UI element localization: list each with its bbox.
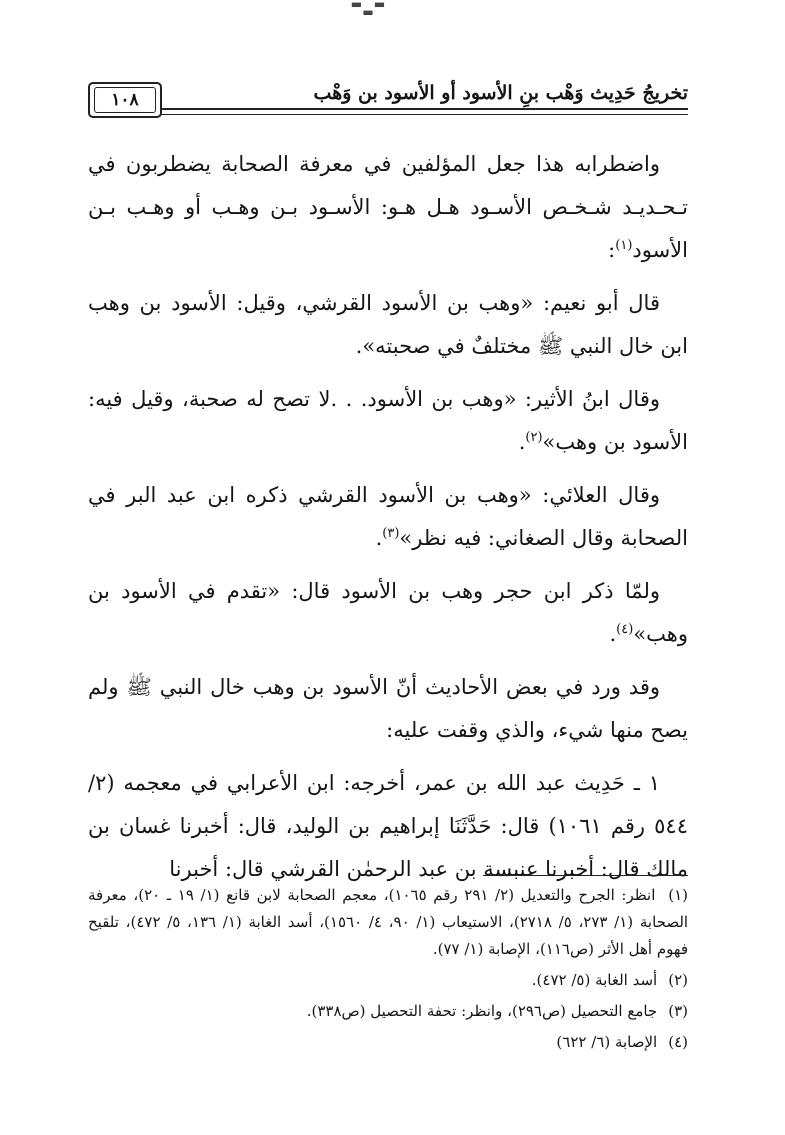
- footnote-number: (٤): [668, 1033, 688, 1051]
- footnote-number: (٢): [668, 971, 688, 989]
- paragraph: وقال العلائي: «وهب بن الأسود القرشي ذكره ابن عبد البر في الصحابة وقال الصغاني: فيه نظر»$^{(٣)}$.: [88, 483, 688, 550]
- header-double-rule: [160, 108, 688, 118]
- running-title: تخريجُ حَدِيث وَهْب بنِ الأسود أو الأسود بن وَهْب: [313, 82, 688, 104]
- paragraph: وقال ابنُ الأثير: «وهب بن الأسود. . .لا تصح له صحبة، وقيل فيه: الأسود بن وهب»$^{(٢)}$.: [88, 387, 688, 454]
- paragraph: ولمّا ذكر ابن حجر وهب بن الأسود قال: «تقدم في الأسود بن وهب»$^{(٤)}$.: [88, 579, 688, 646]
- footnote: (٤) الإصابة (٦/ ٦٢٢): [88, 1029, 688, 1056]
- footnote-number: (٣): [668, 1002, 688, 1020]
- top-edge-marks: ▬ ▬ ▬: [350, 0, 390, 19]
- footnote-ref[interactable]: (٢): [525, 430, 543, 445]
- paragraph: واضطرابه هذا جعل المؤلفين في معرفة الصحابة يضطربون في تـحـديـد شـخـص الأسـود هـل هـو: الأسـود بـن وهـب أو وهـب بـن الأسود$^{(١)}$:: [88, 152, 688, 262]
- footnote-ref[interactable]: (١): [615, 238, 633, 253]
- footnote-ref[interactable]: (٣): [382, 526, 400, 541]
- footnote-number: (١): [668, 886, 688, 904]
- footnote: (٣) جامع التحصيل (ص٢٩٦)، وانظر: تحفة التحصيل (ص٣٣٨).: [88, 998, 688, 1025]
- main-text: [88, 143, 688, 894]
- page-number: ١٠٨: [94, 87, 156, 113]
- footnote-separator: [483, 875, 688, 876]
- paragraph: قال أبو نعيم: «وهب بن الأسود القرشي، وقيل: الأسود بن وهب ابن خال النبي ﷺ مختلفٌ في صحبته».: [88, 291, 688, 358]
- page-header: [88, 80, 688, 124]
- footnote-ref[interactable]: (٤): [616, 622, 634, 637]
- footnote: (١) انظر: الجرح والتعديل (٢/ ٢٩١ رقم ١٠٦٥)، معجم الصحابة لابن قانع (١/ ١٩ ـ ٢٠)، معرفة الصحابة (١/ ٢٧٣، ٥/ ٢٧١٨)، الاستيعاب (١/ ٩٠، ٤/ ١٥٦٠)، أسد الغابة (١/ ١٣٦، ٥/ ٤٧٢)، تلقيح فهوم أهل الأثر (ص١١٦)، الإصابة (١/ ٧٧).: [88, 882, 688, 963]
- paragraph: وقد ورد في بعض الأحاديث أنّ الأسود بن وهب خال النبي ﷺ ولم يصح منها شيء، والذي وقفت عليه:: [88, 675, 688, 742]
- paragraph: ١ ـ حَدِيث عبد الله بن عمر، أخرجه: ابن الأعرابي في معجمه (٢/ ٥٤٤ رقم ١٠٦١) قال: حَدَّثَنَا إبراهيم بن الوليد، قال: أخبرنا غسان بن مالك قال: أخبرنا عنبسة بن عبد الرحمٰن القرشي قال: أخبرنا: [88, 771, 688, 881]
- page-number-box: [88, 82, 162, 118]
- footnote: (٢) أسد الغابة (٥/ ٤٧٢).: [88, 967, 688, 994]
- footnotes: [88, 882, 688, 1060]
